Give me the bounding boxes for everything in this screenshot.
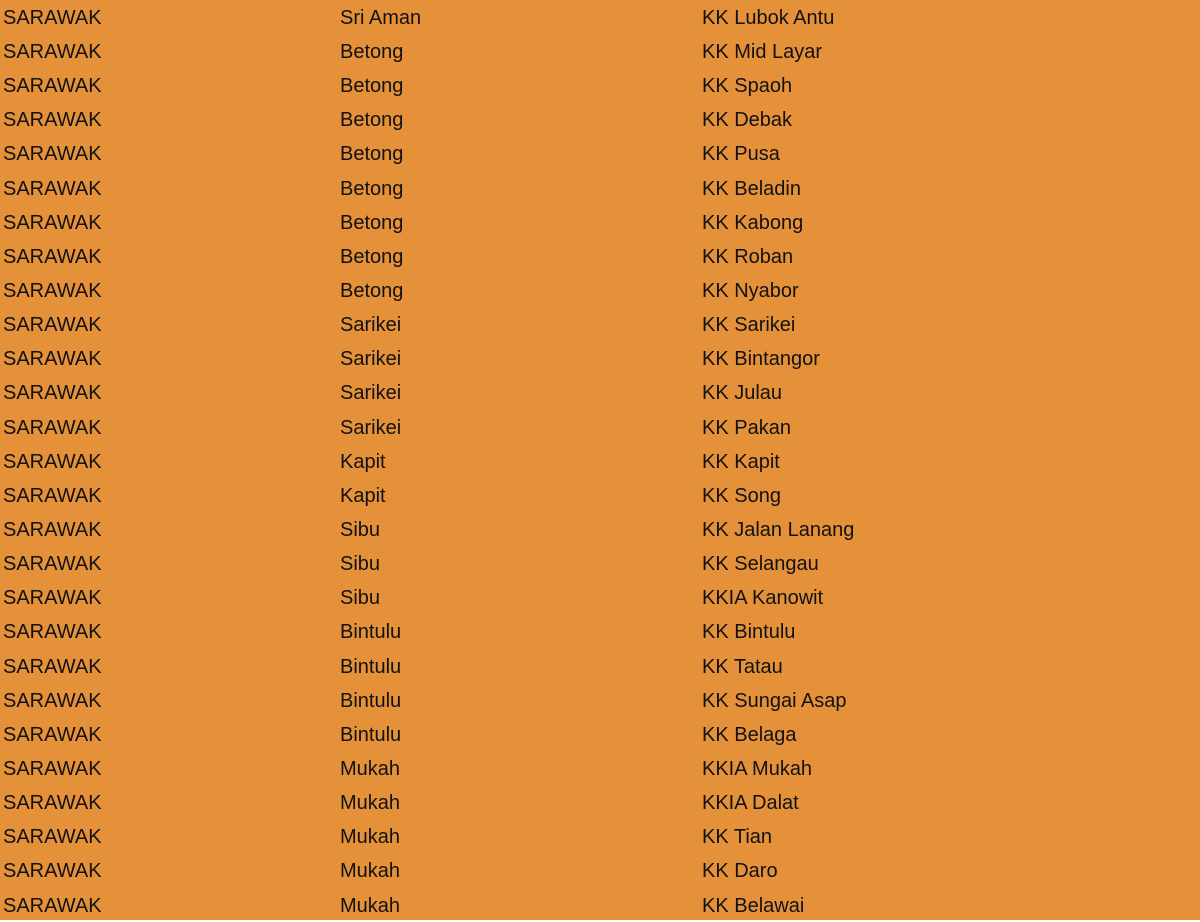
table-row (0, 206, 1200, 240)
division-cell: Kapit (340, 450, 386, 473)
clinic-cell: KK Kabong (702, 211, 804, 234)
table-row (0, 581, 1200, 615)
clinic-cell: KK Sungai Asap (702, 689, 847, 712)
state-cell: SARAWAK (3, 621, 102, 644)
state-cell: SARAWAK (3, 41, 102, 64)
clinic-cell: KK Bintangor (702, 348, 820, 371)
state-cell: SARAWAK (3, 860, 102, 883)
clinic-cell: KK Nyabor (702, 280, 799, 303)
table-row (0, 172, 1200, 206)
clinic-cell: KK Song (702, 484, 781, 507)
table-row (0, 854, 1200, 888)
division-cell: Sibu (340, 519, 381, 542)
clinic-cell: KK Pakan (702, 416, 791, 439)
table-row (0, 479, 1200, 513)
table-row (0, 786, 1200, 820)
clinic-cell: KK Roban (702, 245, 794, 268)
state-cell: SARAWAK (3, 348, 102, 371)
division-cell: Bintulu (340, 621, 402, 644)
clinic-cell: KK Bintulu (702, 621, 796, 644)
table-row (0, 137, 1200, 171)
table-row (0, 69, 1200, 103)
table-row (0, 376, 1200, 410)
division-cell: Betong (340, 280, 404, 303)
division-cell: Mukah (340, 894, 401, 917)
clinic-cell: KK Spaoh (702, 75, 793, 98)
table-row (0, 411, 1200, 445)
state-cell: SARAWAK (3, 894, 102, 917)
state-cell: SARAWAK (3, 758, 102, 781)
state-cell: SARAWAK (3, 689, 102, 712)
table-row (0, 35, 1200, 69)
clinic-cell: KK Debak (702, 109, 793, 132)
table-row (0, 820, 1200, 854)
clinic-cell: KK Pusa (702, 143, 780, 166)
state-cell: SARAWAK (3, 177, 102, 200)
clinic-cell: KKIA Dalat (702, 792, 799, 815)
division-cell: Betong (340, 245, 404, 268)
state-cell: SARAWAK (3, 382, 102, 405)
state-cell: SARAWAK (3, 450, 102, 473)
clinic-cell: KK Selangau (702, 553, 819, 576)
state-cell: SARAWAK (3, 519, 102, 542)
division-cell: Betong (340, 109, 404, 132)
table-row (0, 684, 1200, 718)
state-cell: SARAWAK (3, 416, 102, 439)
state-cell: SARAWAK (3, 484, 102, 507)
division-cell: Sibu (340, 587, 381, 610)
division-cell: Betong (340, 143, 404, 166)
clinic-cell: KKIA Kanowit (702, 587, 824, 610)
clinic-cell: KKIA Mukah (702, 758, 813, 781)
state-cell: SARAWAK (3, 280, 102, 303)
table-row (0, 513, 1200, 547)
state-cell: SARAWAK (3, 826, 102, 849)
clinic-cell: KK Kapit (702, 450, 780, 473)
table-row (0, 0, 1200, 35)
division-cell: Kapit (340, 484, 386, 507)
state-cell: SARAWAK (3, 655, 102, 678)
state-cell: SARAWAK (3, 143, 102, 166)
state-cell: SARAWAK (3, 211, 102, 234)
table-row (0, 445, 1200, 479)
table-row (0, 240, 1200, 274)
table-row (0, 103, 1200, 137)
state-cell: SARAWAK (3, 314, 102, 337)
clinic-cell: KK Daro (702, 860, 778, 883)
division-cell: Mukah (340, 826, 401, 849)
state-cell: SARAWAK (3, 723, 102, 746)
division-cell: Bintulu (340, 723, 402, 746)
clinic-cell: KK Belaga (702, 723, 797, 746)
table-row (0, 889, 1200, 922)
clinic-cell: KK Mid Layar (702, 41, 823, 64)
division-cell: Bintulu (340, 655, 402, 678)
state-cell: SARAWAK (3, 587, 102, 610)
state-cell: SARAWAK (3, 792, 102, 815)
table-row (0, 342, 1200, 376)
table-row (0, 650, 1200, 684)
division-cell: Mukah (340, 758, 401, 781)
division-cell: Sarikei (340, 348, 402, 371)
table-row (0, 752, 1200, 786)
state-cell: SARAWAK (3, 553, 102, 576)
clinic-cell: KK Jalan Lanang (702, 519, 855, 542)
division-cell: Betong (340, 177, 404, 200)
state-cell: SARAWAK (3, 75, 102, 98)
state-cell: SARAWAK (3, 6, 102, 29)
division-cell: Bintulu (340, 689, 402, 712)
clinic-cell: KK Beladin (702, 177, 801, 200)
table-row (0, 615, 1200, 649)
state-cell: SARAWAK (3, 245, 102, 268)
clinic-cell: KK Tian (702, 826, 773, 849)
table-row (0, 547, 1200, 581)
clinic-cell: KK Julau (702, 382, 783, 405)
division-cell: Betong (340, 41, 404, 64)
division-cell: Sarikei (340, 416, 402, 439)
division-cell: Mukah (340, 860, 401, 883)
clinic-cell: KK Belawai (702, 894, 805, 917)
division-cell: Sarikei (340, 382, 402, 405)
table-row (0, 274, 1200, 308)
division-cell: Mukah (340, 792, 401, 815)
table-row (0, 718, 1200, 752)
clinic-cell: KK Lubok Antu (702, 6, 835, 29)
clinic-cell: KK Sarikei (702, 314, 796, 337)
division-cell: Betong (340, 211, 404, 234)
state-cell: SARAWAK (3, 109, 102, 132)
table-row (0, 308, 1200, 342)
division-cell: Sibu (340, 553, 381, 576)
division-cell: Betong (340, 75, 404, 98)
clinic-cell: KK Tatau (702, 655, 783, 678)
division-cell: Sarikei (340, 314, 402, 337)
division-cell: Sri Aman (340, 6, 422, 29)
